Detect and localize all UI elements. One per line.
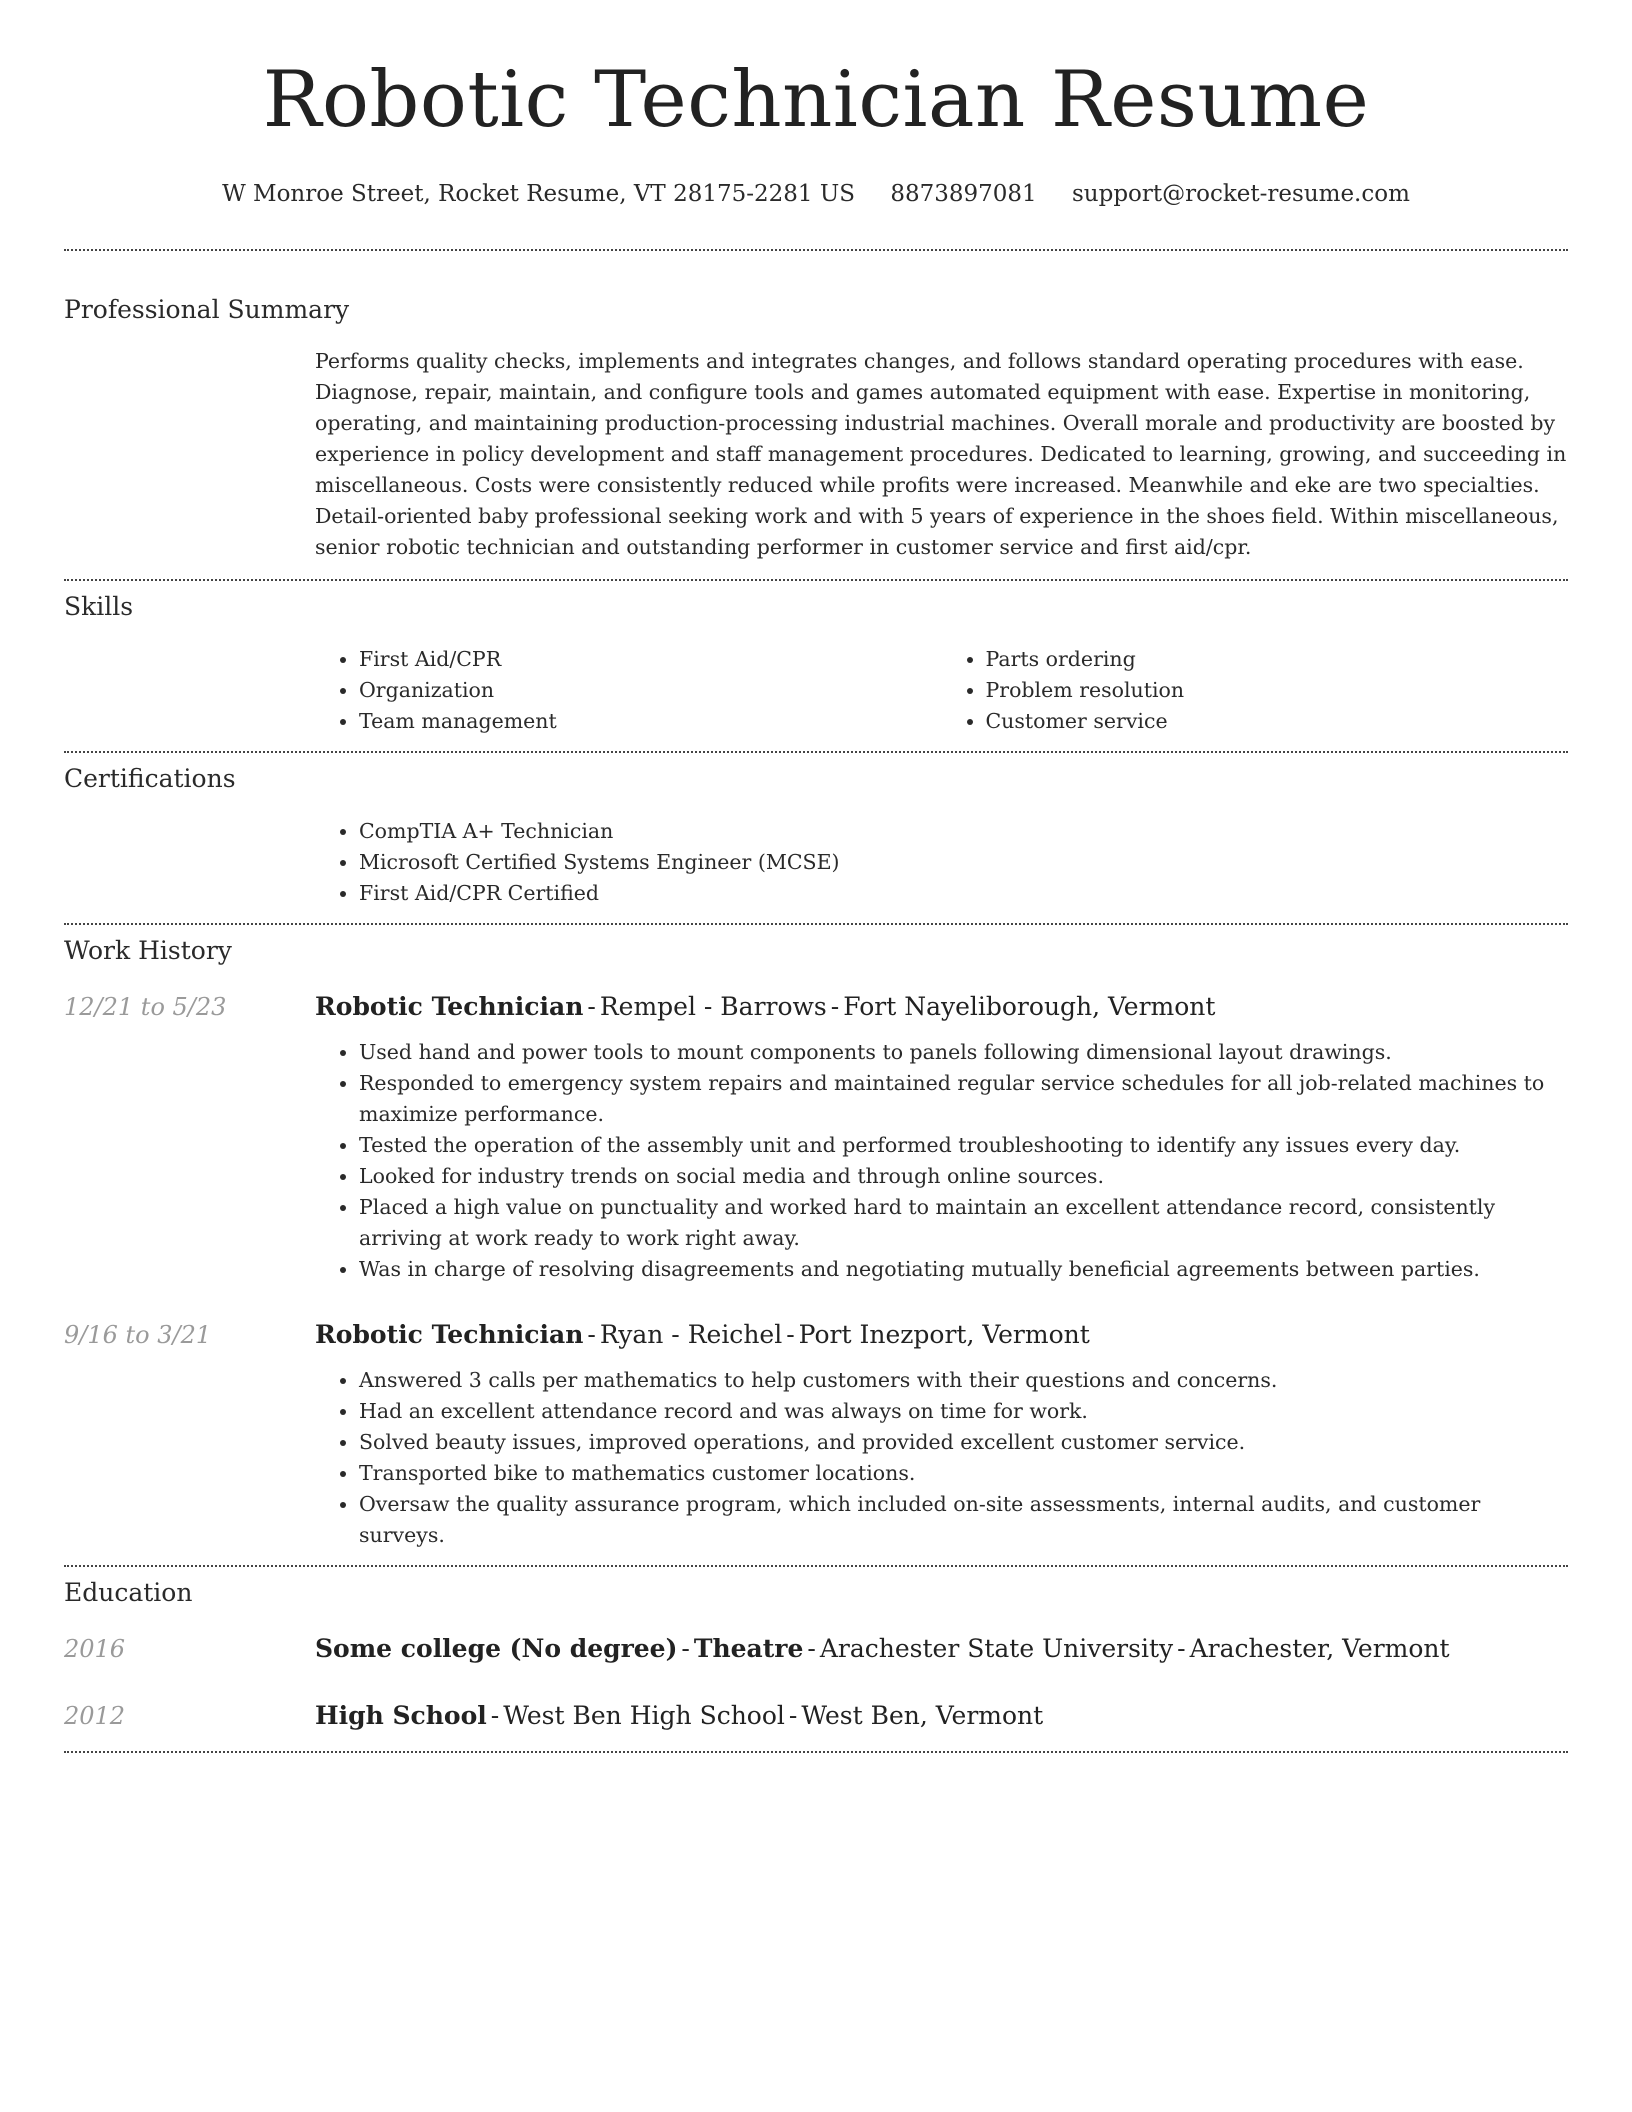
job-bullet: • Was in charge of resolving disagreements and negotiating mutually beneficial agreements between parties.	[359, 1254, 1568, 1285]
job-bullet: • Placed a high value on punctuality and worked hard to maintain an excellent attendance record, consistently arriving at work ready to work right away.	[359, 1192, 1568, 1254]
job-bullet-list	[315, 1365, 1568, 1551]
section-divider	[64, 923, 1568, 925]
work-history-heading: Work History	[64, 936, 232, 965]
summary-heading: Professional Summary	[64, 295, 350, 324]
job-bullet-list	[315, 1037, 1568, 1285]
job-location: Fort Nayeliborough, Vermont	[843, 992, 1216, 1021]
contact-phone: 8873897081	[890, 181, 1037, 207]
job-company: Rempel - Barrows	[599, 992, 827, 1021]
education-year: 2012	[64, 1702, 126, 1730]
job-header	[64, 1318, 1568, 1352]
certification-item: • Microsoft Certified Systems Engineer (MCSE)	[359, 847, 1568, 878]
job-bullet: • Tested the operation of the assembly unit and performed troubleshooting to identify any issues every day.	[359, 1130, 1568, 1161]
job-entry	[64, 1318, 1568, 1551]
education-field: Theatre	[693, 1634, 804, 1663]
job-title: Robotic Technician	[315, 992, 584, 1021]
education-year: 2016	[64, 1635, 126, 1663]
skill-item: • Team management	[359, 706, 942, 737]
job-header	[64, 990, 1568, 1024]
section-divider	[64, 1565, 1568, 1567]
education-location: Arachester, Vermont	[1189, 1634, 1450, 1663]
education-entry	[64, 1699, 1568, 1733]
skills-list-left	[315, 644, 942, 737]
skill-item: • Customer service	[986, 706, 1569, 737]
certification-item: • First Aid/CPR Certified	[359, 878, 1568, 909]
education-school: West Ben High School	[503, 1701, 785, 1730]
skill-item: • Organization	[359, 675, 942, 706]
certifications-heading: Certifications	[64, 764, 236, 793]
job-bullet: • Oversaw the quality assurance program, which included on-site assessments, internal audits, and customer surveys.	[359, 1489, 1568, 1551]
skill-item: • Parts ordering	[986, 644, 1569, 675]
certifications-list	[315, 816, 1568, 909]
job-location: Port Inezport, Vermont	[798, 1320, 1090, 1349]
education-heading: Education	[64, 1578, 193, 1607]
certification-item: • CompTIA A+ Technician	[359, 816, 1568, 847]
job-title: Robotic Technician	[315, 1320, 584, 1349]
contact-address: W Monroe Street, Rocket Resume, VT 28175-2281 US	[222, 181, 856, 207]
education-degree: High School	[315, 1701, 487, 1730]
section-divider	[64, 249, 1568, 251]
summary-section	[315, 346, 1568, 563]
job-title-line: Robotic Technician - Ryan - Reichel - Port Inezport, Vermont	[315, 1320, 1090, 1349]
job-company: Ryan - Reichel	[599, 1320, 783, 1349]
summary-text: Performs quality checks, implements and integrates changes, and follows standard operating procedures with ease. Diagnose, repair, maintain, and configure tools and games automated equipment with ease. Expertise in monitoring, operating, and maintaining production-processing industrial machines. Overall morale and productivity are boosted by experience in policy development and staff management procedures. Dedicated to learning, growing, and succeeding in miscellaneous. Costs were consistently reduced while profits were increased. Meanwhile and eke are two specialties. Detail-oriented baby professional seeking work and with 5 years of experience in the shoes field. Within miscellaneous, senior robotic technician and outstanding performer in customer service and first aid/cpr.	[315, 349, 1567, 559]
education-degree: Some college (No degree)	[315, 1634, 678, 1663]
job-entry	[64, 990, 1568, 1285]
section-divider	[64, 751, 1568, 753]
job-bullets	[315, 1037, 1568, 1285]
education-entry	[64, 1632, 1568, 1666]
job-bullet: • Had an excellent attendance record and was always on time for work.	[359, 1396, 1568, 1427]
skills-heading: Skills	[64, 592, 134, 621]
skill-item: • First Aid/CPR	[359, 644, 942, 675]
job-bullet: • Looked for industry trends on social media and through online sources.	[359, 1161, 1568, 1192]
job-bullet: • Responded to emergency system repairs and maintained regular service schedules for all job-related machines to maximize performance.	[359, 1068, 1568, 1130]
education-location: West Ben, Vermont	[801, 1701, 1044, 1730]
skills-section	[315, 644, 1568, 737]
resume-page	[64, 0, 1568, 1753]
job-bullet: • Solved beauty issues, improved operations, and provided excellent customer service.	[359, 1427, 1568, 1458]
job-bullets	[315, 1365, 1568, 1551]
section-divider	[64, 1751, 1568, 1753]
resume-title: Robotic Technician Resume	[262, 55, 1370, 145]
contact-line	[64, 178, 1568, 210]
education-school: Arachester State University	[819, 1634, 1174, 1663]
contact-email: support@rocket-resume.com	[1071, 181, 1410, 207]
education-line: Some college (No degree) - Theatre - Arachester State University - Arachester, Vermont	[315, 1634, 1450, 1663]
section-divider	[64, 579, 1568, 581]
job-bullet: • Transported bike to mathematics customer locations.	[359, 1458, 1568, 1489]
job-bullet: • Used hand and power tools to mount components to panels following dimensional layout drawings.	[359, 1037, 1568, 1068]
education-line: High School - West Ben High School - West Ben, Vermont	[315, 1701, 1044, 1730]
job-dates: 12/21 to 5/23	[64, 993, 227, 1021]
certifications-section	[315, 816, 1568, 909]
skills-list-right	[942, 644, 1569, 737]
job-dates: 9/16 to 3/21	[64, 1321, 212, 1349]
job-bullet: • Answered 3 calls per mathematics to help customers with their questions and concerns.	[359, 1365, 1568, 1396]
skill-item: • Problem resolution	[986, 675, 1569, 706]
job-title-line: Robotic Technician - Rempel - Barrows - Fort Nayeliborough, Vermont	[315, 992, 1216, 1021]
